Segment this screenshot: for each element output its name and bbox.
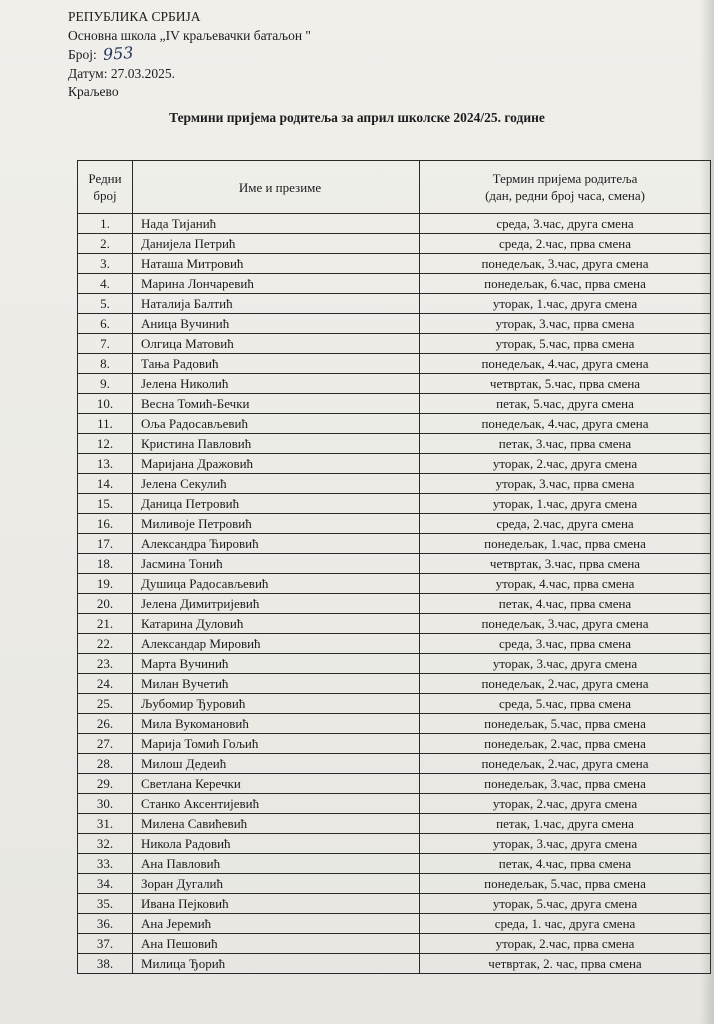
table-row xyxy=(78,414,711,434)
row-number: 31. xyxy=(78,814,133,834)
row-term: уторак, 2.час, друга смена xyxy=(420,454,711,474)
header-school: Основна школа „IV краљевачки батаљон " xyxy=(68,27,311,43)
table-row xyxy=(78,534,711,554)
row-term: понедељак, 2.час, друга смена xyxy=(420,674,711,694)
table-row xyxy=(78,614,711,634)
row-name: Катарина Дуловић xyxy=(133,614,420,634)
table-row xyxy=(78,354,711,374)
table-row xyxy=(78,234,711,254)
row-term: петак, 5.час, друга смена xyxy=(420,394,711,414)
table-row xyxy=(78,874,711,894)
row-number: 12. xyxy=(78,434,133,454)
row-number: 27. xyxy=(78,734,133,754)
row-name: Светлана Керечки xyxy=(133,774,420,794)
row-number: 18. xyxy=(78,554,133,574)
row-name: Јелена Николић xyxy=(133,374,420,394)
row-number: 29. xyxy=(78,774,133,794)
row-term: уторак, 3.час, прва смена xyxy=(420,474,711,494)
row-term: четвртак, 3.час, прва смена xyxy=(420,554,711,574)
row-name: Миливоје Петровић xyxy=(133,514,420,534)
table-row xyxy=(78,494,711,514)
table-row xyxy=(78,294,711,314)
header-country: РЕПУБЛИКА СРБИЈА xyxy=(68,9,201,24)
row-number: 14. xyxy=(78,474,133,494)
table-row xyxy=(78,954,711,974)
table-row xyxy=(78,854,711,874)
row-name: Марија Томић Гољић xyxy=(133,734,420,754)
table-row xyxy=(78,334,711,354)
row-number: 26. xyxy=(78,714,133,734)
row-term: понедељак, 3.час, друга смена xyxy=(420,614,711,634)
table-row xyxy=(78,474,711,494)
table-row xyxy=(78,374,711,394)
row-term: петак, 4.час, прва смена xyxy=(420,854,711,874)
table-row xyxy=(78,794,711,814)
header-number-handwritten: 953 xyxy=(102,42,134,65)
row-term: среда, 5.час, прва смена xyxy=(420,694,711,714)
row-name: Маријана Дражовић xyxy=(133,454,420,474)
row-term: среда, 2.час, друга смена xyxy=(420,514,711,534)
row-term: среда, 3.час, прва смена xyxy=(420,634,711,654)
row-name: Никола Радовић xyxy=(133,834,420,854)
row-number: 6. xyxy=(78,314,133,334)
row-name: Кристина Павловић xyxy=(133,434,420,454)
header-number-label: Број: xyxy=(68,47,97,62)
row-term: четвртак, 2. час, прва смена xyxy=(420,954,711,974)
row-number: 30. xyxy=(78,794,133,814)
row-name: Ана Јеремић xyxy=(133,914,420,934)
row-term: понедељак, 5.час, прва смена xyxy=(420,874,711,894)
row-name: Марина Лончаревић xyxy=(133,274,420,294)
header-city: Краљево xyxy=(68,84,119,99)
row-name: Весна Томић-Бечки xyxy=(133,394,420,414)
row-term: понедељак, 2.час, друга смена xyxy=(420,754,711,774)
row-term: уторак, 1.час, друга смена xyxy=(420,494,711,514)
header-cell-name: Име и презиме xyxy=(133,161,420,214)
row-number: 8. xyxy=(78,354,133,374)
table-row xyxy=(78,634,711,654)
table-row xyxy=(78,454,711,474)
table-row xyxy=(78,274,711,294)
table-header-row xyxy=(78,161,711,214)
row-number: 2. xyxy=(78,234,133,254)
table-row xyxy=(78,574,711,594)
row-name: Александра Ћировић xyxy=(133,534,420,554)
row-number: 35. xyxy=(78,894,133,914)
row-name: Наташа Митровић xyxy=(133,254,420,274)
row-number: 28. xyxy=(78,754,133,774)
row-number: 9. xyxy=(78,374,133,394)
row-number: 36. xyxy=(78,914,133,934)
table-row xyxy=(78,214,711,234)
table-row xyxy=(78,714,711,734)
row-number: 21. xyxy=(78,614,133,634)
row-term: уторак, 5.час, прва смена xyxy=(420,334,711,354)
row-number: 15. xyxy=(78,494,133,514)
row-name: Александар Мировић xyxy=(133,634,420,654)
row-number: 23. xyxy=(78,654,133,674)
table-body xyxy=(78,214,711,974)
table-row xyxy=(78,934,711,954)
row-term: уторак, 1.час, друга смена xyxy=(420,294,711,314)
row-term: среда, 3.час, друга смена xyxy=(420,214,711,234)
row-name: Наталија Балтић xyxy=(133,294,420,314)
header-cell-number xyxy=(78,161,133,214)
row-term: среда, 2.час, прва смена xyxy=(420,234,711,254)
row-number: 20. xyxy=(78,594,133,614)
row-term: четвртак, 5.час, прва смена xyxy=(420,374,711,394)
row-name: Милан Вучетић xyxy=(133,674,420,694)
row-term: уторак, 3.час, друга смена xyxy=(420,654,711,674)
row-term: понедељак, 1.час, прва смена xyxy=(420,534,711,554)
row-number: 24. xyxy=(78,674,133,694)
table-row xyxy=(78,254,711,274)
table-row xyxy=(78,814,711,834)
schedule-table xyxy=(77,160,711,974)
row-number: 22. xyxy=(78,634,133,654)
row-term: уторак, 3.час, друга смена xyxy=(420,834,711,854)
row-term: петак, 4.час, прва смена xyxy=(420,594,711,614)
header-cell-term xyxy=(420,161,711,214)
row-term: понедељак, 2.час, прва смена xyxy=(420,734,711,754)
row-term: понедељак, 3.час, друга смена xyxy=(420,254,711,274)
row-number: 38. xyxy=(78,954,133,974)
row-term: уторак, 5.час, друга смена xyxy=(420,894,711,914)
header-number xyxy=(68,42,311,65)
row-name: Милош Дедеић xyxy=(133,754,420,774)
row-name: Станко Аксентијевић xyxy=(133,794,420,814)
row-name: Јелена Секулић xyxy=(133,474,420,494)
row-name: Мила Вукомановић xyxy=(133,714,420,734)
row-name: Љубомир Ђуровић xyxy=(133,694,420,714)
table-row xyxy=(78,554,711,574)
table-row xyxy=(78,594,711,614)
row-number: 19. xyxy=(78,574,133,594)
row-number: 32. xyxy=(78,834,133,854)
row-name: Ивана Пејковић xyxy=(133,894,420,914)
header-term-text: Термин пријема родитеља (дан, редни број часа, смена) xyxy=(485,171,645,203)
row-name: Оља Радосављевић xyxy=(133,414,420,434)
document-title: Термини пријема родитеља за април школске 2024/25. године xyxy=(169,110,545,125)
table-row xyxy=(78,834,711,854)
row-number: 25. xyxy=(78,694,133,714)
table-row xyxy=(78,754,711,774)
table-row xyxy=(78,314,711,334)
row-number: 10. xyxy=(78,394,133,414)
row-name: Аница Вучинић xyxy=(133,314,420,334)
row-number: 4. xyxy=(78,274,133,294)
row-name: Данијела Петрић xyxy=(133,234,420,254)
row-name: Даница Петровић xyxy=(133,494,420,514)
table-row xyxy=(78,734,711,754)
row-name: Милица Ђорић xyxy=(133,954,420,974)
table-row xyxy=(78,394,711,414)
row-number: 37. xyxy=(78,934,133,954)
header-number-text: Редни број xyxy=(88,171,122,203)
row-name: Тања Радовић xyxy=(133,354,420,374)
row-number: 13. xyxy=(78,454,133,474)
row-name: Јасмина Тонић xyxy=(133,554,420,574)
row-term: уторак, 3.час, прва смена xyxy=(420,314,711,334)
document-header xyxy=(68,8,311,102)
row-term: уторак, 4.час, прва смена xyxy=(420,574,711,594)
row-name: Милена Савићевић xyxy=(133,814,420,834)
row-name: Јелена Димитријевић xyxy=(133,594,420,614)
table-row xyxy=(78,674,711,694)
row-term: понедељак, 4.час, друга смена xyxy=(420,414,711,434)
row-term: петак, 3.час, прва смена xyxy=(420,434,711,454)
row-term: среда, 1. час, друга смена xyxy=(420,914,711,934)
row-name: Ана Пешовић xyxy=(133,934,420,954)
row-number: 16. xyxy=(78,514,133,534)
row-name: Нада Тијанић xyxy=(133,214,420,234)
table-row xyxy=(78,514,711,534)
row-term: петак, 1.час, друга смена xyxy=(420,814,711,834)
page-edge-shadow xyxy=(700,0,714,1024)
row-term: уторак, 2.час, прва смена xyxy=(420,934,711,954)
row-number: 5. xyxy=(78,294,133,314)
header-date: Датум: 27.03.2025. xyxy=(68,65,175,81)
row-number: 7. xyxy=(78,334,133,354)
table-row xyxy=(78,654,711,674)
row-name: Ана Павловић xyxy=(133,854,420,874)
row-number: 33. xyxy=(78,854,133,874)
row-term: уторак, 2.час, друга смена xyxy=(420,794,711,814)
row-number: 1. xyxy=(78,214,133,234)
row-term: понедељак, 6.час, прва смена xyxy=(420,274,711,294)
row-name: Олгица Матовић xyxy=(133,334,420,354)
table-row xyxy=(78,694,711,714)
row-name: Зоран Дугалић xyxy=(133,874,420,894)
table-row xyxy=(78,434,711,454)
row-name: Марта Вучинић xyxy=(133,654,420,674)
row-number: 3. xyxy=(78,254,133,274)
table-row xyxy=(78,894,711,914)
row-term: понедељак, 4.час, друга смена xyxy=(420,354,711,374)
table-row xyxy=(78,774,711,794)
row-name: Душица Радосављевић xyxy=(133,574,420,594)
row-term: понедељак, 5.час, прва смена xyxy=(420,714,711,734)
row-number: 34. xyxy=(78,874,133,894)
table-row xyxy=(78,914,711,934)
row-term: понедељак, 3.час, прва смена xyxy=(420,774,711,794)
row-number: 17. xyxy=(78,534,133,554)
row-number: 11. xyxy=(78,414,133,434)
